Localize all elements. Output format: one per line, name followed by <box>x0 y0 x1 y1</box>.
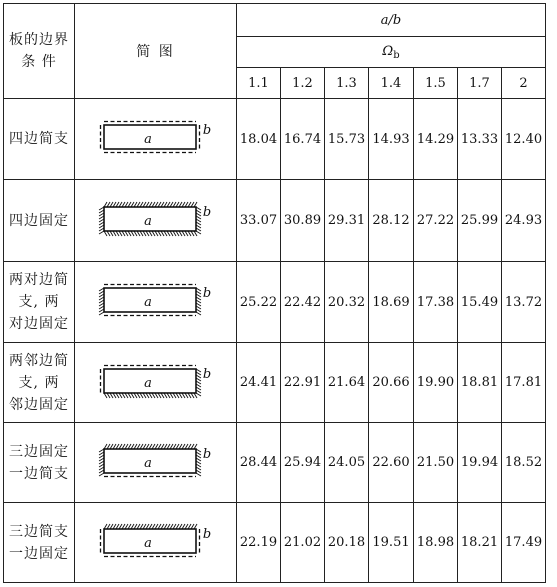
ratio-header-cell: 1.5 <box>414 68 458 99</box>
plate-diagram <box>96 521 216 561</box>
dimension-label-b: b <box>202 204 211 220</box>
header-omega <box>237 37 546 68</box>
dimension-label-b: b <box>202 526 211 542</box>
value-cell: 14.93 <box>369 99 414 180</box>
dimension-label-a: a <box>143 213 152 229</box>
diagram-cell <box>75 262 237 343</box>
dimension-label-a: a <box>143 375 152 391</box>
value-cell: 22.19 <box>237 503 281 583</box>
ratio-header-cell: 1.3 <box>325 68 369 99</box>
value-cell: 18.52 <box>502 423 546 503</box>
dimension-label-b: b <box>202 366 211 382</box>
value-cell: 22.60 <box>369 423 414 503</box>
value-cell: 20.32 <box>325 262 369 343</box>
condition-line: 一边简支 <box>9 465 69 482</box>
condition-line: 四边简支 <box>9 131 69 147</box>
value-cell: 18.98 <box>414 503 458 583</box>
dimension-label-b: b <box>202 286 211 301</box>
dimension-label-a: a <box>143 295 152 310</box>
diagram-cell <box>75 503 237 583</box>
header-condition-line1: 板的边界 <box>9 32 69 48</box>
condition-line: 对边固定 <box>9 316 69 332</box>
dimension-label-a: a <box>143 455 152 471</box>
plate-diagram <box>96 361 216 401</box>
value-cell: 13.72 <box>502 262 546 343</box>
value-cell: 21.50 <box>414 423 458 503</box>
diagram-cell <box>75 423 237 503</box>
boundary-condition-cell <box>4 262 75 343</box>
value-cell: 20.18 <box>325 503 369 583</box>
value-cell: 28.44 <box>237 423 281 503</box>
ratio-header-cell: 1.2 <box>281 68 325 99</box>
value-cell: 24.05 <box>325 423 369 503</box>
plate-diagram <box>96 280 216 320</box>
value-cell: 25.99 <box>458 180 502 262</box>
condition-line: 四边固定 <box>9 212 69 229</box>
value-cell: 17.49 <box>502 503 546 583</box>
condition-line: 支, 两 <box>18 294 60 310</box>
value-cell: 19.90 <box>414 343 458 423</box>
value-cell: 18.81 <box>458 343 502 423</box>
condition-line: 一边固定 <box>9 545 69 562</box>
dimension-label-b: b <box>202 446 211 462</box>
value-cell: 19.94 <box>458 423 502 503</box>
value-cell: 28.12 <box>369 180 414 262</box>
header-condition <box>4 4 75 99</box>
boundary-condition-cell <box>4 423 75 503</box>
plate-diagram <box>96 117 216 157</box>
plate-diagram <box>96 441 216 481</box>
value-cell: 33.07 <box>237 180 281 262</box>
value-cell: 27.22 <box>414 180 458 262</box>
ratio-header-cell: 2 <box>502 68 546 99</box>
ratio-header-cell: 1.4 <box>369 68 414 99</box>
value-cell: 22.42 <box>281 262 325 343</box>
value-cell: 18.21 <box>458 503 502 583</box>
diagram-cell <box>75 99 237 180</box>
dimension-label-b: b <box>202 123 211 138</box>
value-cell: 20.66 <box>369 343 414 423</box>
dimension-label-a: a <box>143 535 152 551</box>
value-cell: 16.74 <box>281 99 325 180</box>
table-row <box>4 99 546 180</box>
ratio-header-cell: 1.7 <box>458 68 502 99</box>
dimension-label-a: a <box>143 132 152 147</box>
value-cell: 15.73 <box>325 99 369 180</box>
condition-line: 邻边固定 <box>9 396 69 413</box>
value-cell: 19.51 <box>369 503 414 583</box>
boundary-condition-cell <box>4 343 75 423</box>
value-cell: 15.49 <box>458 262 502 343</box>
value-cell: 18.04 <box>237 99 281 180</box>
value-cell: 21.64 <box>325 343 369 423</box>
value-cell: 30.89 <box>281 180 325 262</box>
table-row <box>4 503 546 583</box>
value-cell: 22.91 <box>281 343 325 423</box>
table-row <box>4 423 546 503</box>
condition-line: 支, 两 <box>18 374 60 391</box>
stability-coefficient-table <box>3 3 546 583</box>
value-cell: 29.31 <box>325 180 369 262</box>
diagram-cell <box>75 180 237 262</box>
value-cell: 24.41 <box>237 343 281 423</box>
condition-line: 两邻边简 <box>9 352 69 369</box>
ratio-header-cell: 1.1 <box>237 68 281 99</box>
value-cell: 14.29 <box>414 99 458 180</box>
header-condition-line2: 条 件 <box>21 54 57 70</box>
value-cell: 25.94 <box>281 423 325 503</box>
table-row <box>4 180 546 262</box>
value-cell: 21.02 <box>281 503 325 583</box>
omega-symbol: Ω <box>382 43 394 59</box>
value-cell: 24.93 <box>502 180 546 262</box>
value-cell: 12.40 <box>502 99 546 180</box>
diagram-cell <box>75 343 237 423</box>
value-cell: 17.81 <box>502 343 546 423</box>
header-diagram: 简 图 <box>75 4 237 99</box>
boundary-condition-cell <box>4 180 75 262</box>
plate-diagram <box>96 199 216 239</box>
condition-line: 两对边简 <box>9 272 69 288</box>
table-row <box>4 343 546 423</box>
omega-subscript: b <box>393 49 400 61</box>
boundary-condition-cell <box>4 503 75 583</box>
value-cell: 13.33 <box>458 99 502 180</box>
table-row <box>4 262 546 343</box>
condition-line: 三边简支 <box>9 523 69 540</box>
value-cell: 18.69 <box>369 262 414 343</box>
value-cell: 17.38 <box>414 262 458 343</box>
value-cell: 25.22 <box>237 262 281 343</box>
condition-line: 三边固定 <box>9 443 69 460</box>
boundary-condition-cell <box>4 99 75 180</box>
header-ratio: a/b <box>237 4 546 37</box>
